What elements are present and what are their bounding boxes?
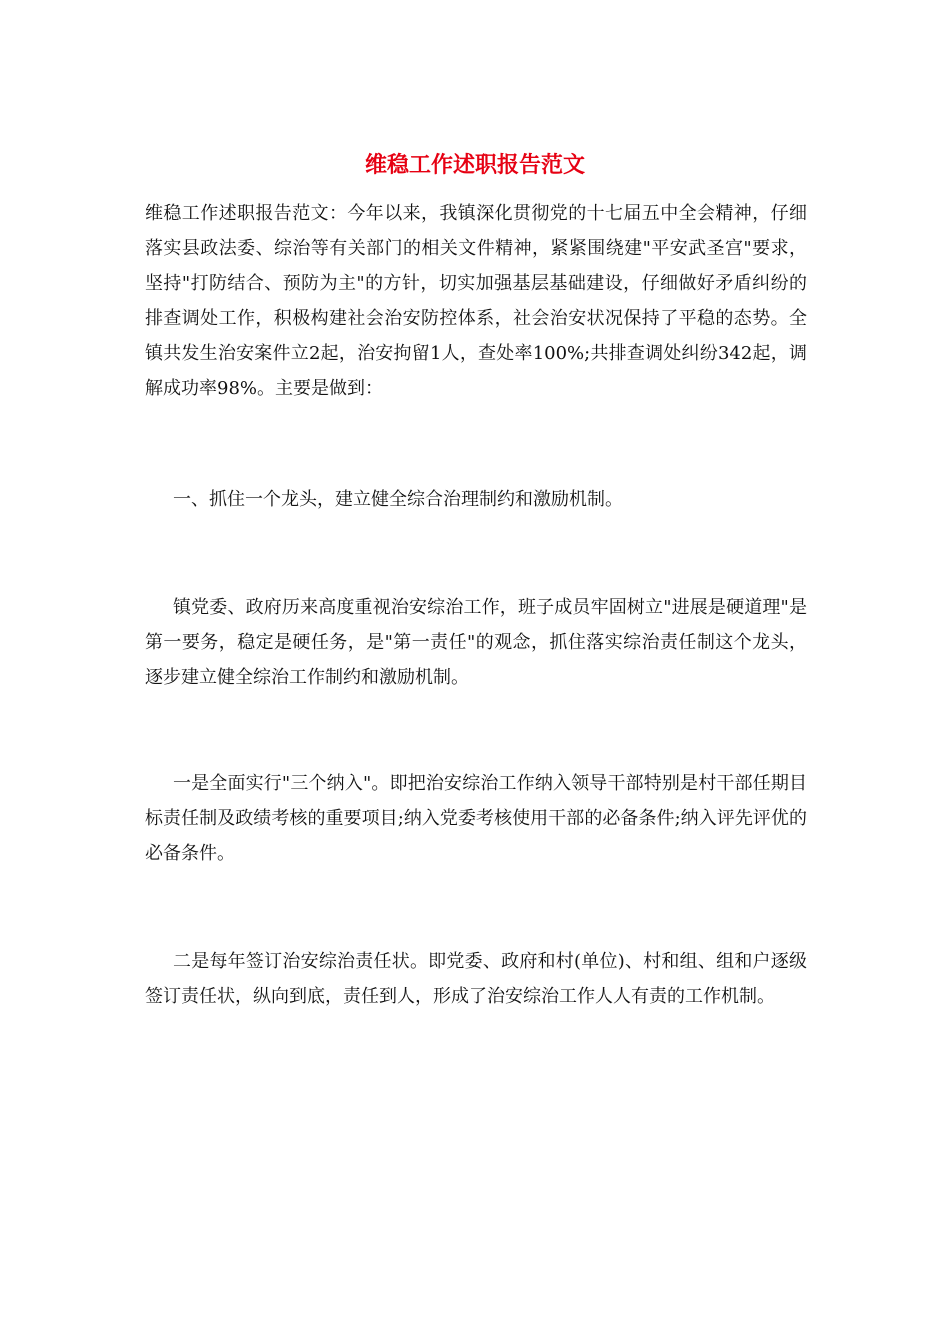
body-paragraph-3: 二是每年签订治安综治责任状。即党委、政府和村(单位)、村和组、组和户逐级签订责任状，纵向到底，责任到人，形成了治安综治工作人人有责的工作机制。	[145, 951, 807, 1007]
intro-paragraph: 维稳工作述职报告范文：今年以来，我镇深化贯彻党的十七届五中全会精神，仔细落实县政法委、综治等有关部门的相关文件精神，紧紧围绕建"平安武圣宫"要求，坚持"打防结合、预防为主"的方针，切实加强基层基础建设，仔细做好矛盾纠纷的排查调处工作，积极构建社会治安防控体系，社会治安状况保持了平稳的态势。全镇共发生治安案件立2起，治安拘留1人，查处率100%;共排查调处纠纷342起，调解成功率98%。主要是做到：	[145, 203, 807, 399]
body-paragraph-1: 镇党委、政府历来高度重视治安综治工作，班子成员牢固树立"进展是硬道理"是第一要务，稳定是硬任务，是"第一责任"的观念，抓住落实综治责任制这个龙头，逐步建立健全综治工作制约和激励机制。	[145, 597, 807, 688]
section-heading-1: 一、抓住一个龙头，建立健全综合治理制约和激励机制。	[173, 489, 623, 510]
body-paragraph-2: 一是全面实行"三个纳入"。即把治安综治工作纳入领导干部特别是村干部任期目标责任制及政绩考核的重要项目;纳入党委考核使用干部的必备条件;纳入评先评优的必备条件。	[145, 773, 807, 864]
document-title: 维稳工作述职报告范文	[364, 152, 585, 178]
